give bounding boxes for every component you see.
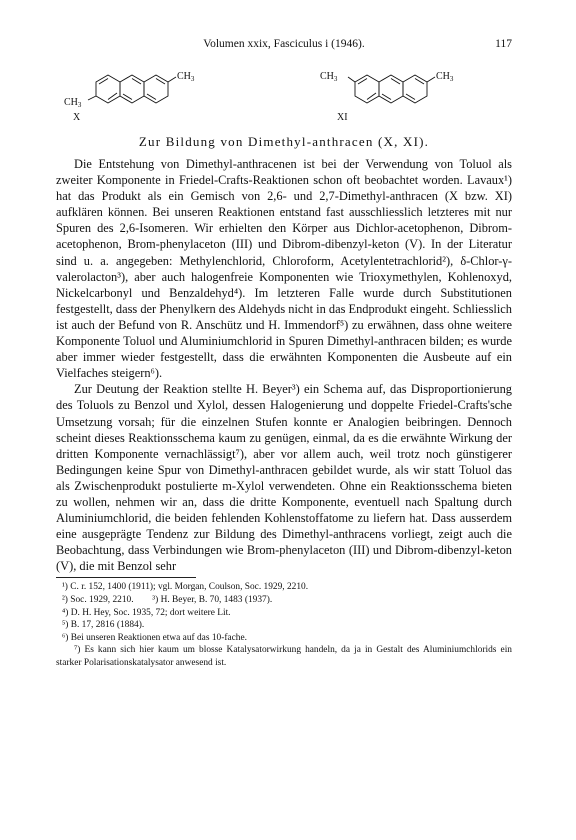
structure-x <box>88 75 176 103</box>
page <box>56 38 512 670</box>
structure-xi-label: XI <box>337 112 348 123</box>
running-head <box>56 38 512 54</box>
footnote-7: ⁷) Es kann sich hier kaum um blosse Katalysatorwirkung handeln, da ja in Gestalt des Aluminiumchlorids ein starker Polarisationskatalysator anwesend ist. <box>56 645 512 668</box>
structure-xi <box>348 75 435 103</box>
structure-x-methyl-bottom: $CH_3$ <box>64 97 82 109</box>
structure-x-methyl-top: $CH_3$ <box>177 71 195 83</box>
section-title: Zur Bildung von Dimethyl-anthracen (X, XI). <box>138 134 430 149</box>
footnotes <box>56 581 512 669</box>
footnote-4: ⁴) D. H. Hey, Soc. 1935, 72; dort weitere Lit. <box>62 607 231 618</box>
footnote-1: ¹) C. r. 152, 1400 (1911); vgl. Morgan, Coulson, Soc. 1929, 2210. <box>62 582 309 593</box>
footnote-rule <box>56 577 196 578</box>
structure-diagram <box>56 60 512 126</box>
footnote-6: ⁶) Bei unseren Reaktionen etwa auf das 10-fache. <box>62 632 247 643</box>
journal-volume-title: Volumen xxix, Fasciculus i (1946). <box>203 38 365 50</box>
footnote-2-3: ²) Soc. 1929, 2210. ³) H. Beyer, B. 70, 1483 (1937). <box>62 595 273 606</box>
chemical-structures <box>56 60 512 126</box>
paragraph-2: Zur Deutung der Reaktion stellte H. Beyer³) ein Schema auf, das Disproportionierung des Toluols zu Benzol und Xylol, dessen Halogenierung und doppelte Friedel-Crafts'sche Umsetzung vorsah; für die einzelnen Stufen konnte er Analogien beibringen. Dennoch scheint dieses Reaktionsschema kaum zu genügen, einmal, da es die erwähnte Wirkung der dritten Komponente vernachlässigt⁷), aber vor allem auch, weil trotz noch günstigerer Bedingungen keine Spur von Dimethyl-anthracen gebildet wurde, als wir statt Toluol das als Zwischenprodukt postulierte m-Xylol verwendeten. Ohne ein Reaktionsschema bieten zu wollen, nehmen wir an, dass die dritte Komponente, eventuell nach Spaltung durch Aluminiumchlorid, die beiden fehlenden Kohlenstoffatome zu liefern hat. Dass ausserdem eine ausgeprägte Tendenz zur Bildung des Dimethyl-anthracens vorliegt, zeigt auch die Beobachtung, dass Verbindungen wie Brom-phenylaceton (III) und Dibrom-dibenzyl-keton (V), die mit Benzol sehr <box>56 382 512 574</box>
structure-xi-methyl-right: $CH_3$ <box>436 71 454 83</box>
structure-xi-methyl-left: $CH_3$ <box>320 71 338 83</box>
structure-x-label: X <box>73 112 81 123</box>
paragraph-1: Die Entstehung von Dimethyl-anthracenen ist bei der Verwendung von Toluol als zweiter Komponente in Friedel-Crafts-Reaktionen schon oft beobachtet worden. Lavaux¹) hat das Produkt als ein Gemisch von 2,6- und 2,7-Dimethyl-anthracen (X bzw. XI) aufklären können. Bei unseren Reaktionen entstand fast ausschliesslich letzteres mit nur Spuren des 2,6-Isomeren. Wir erhielten den Körper aus Dichlor-acetophenon, Dibrom-acetophenon, Brom-phenylaceton (III) und Dibrom-dibenzyl-keton (V). In der Literatur sind u. a. angegeben: Methylenchlorid, Chloroform, Acetylentetrachlorid²), δ-Chlor-γ-valerolacton³), aber auch halogenfreie Komponenten wie Trioxymethylen, Kohlenoxyd, Nickelcarbonyl und Benzaldehyd⁴). Im letzteren Falle wurde durch Substitutionen festgestellt, dass der Phenylkern des Aldehyds nicht in das Endprodukt eingeht. Schliesslich ist auch der Befund von R. Anschütz und H. Immendorf⁵) zu erwähnen, dass ohne weitere Komponente Toluol und Aluminiumchlorid in Spuren Dimethyl-anthracen bilden; es wurde aber immer wieder festgestellt, dass die erwähnten Komponenten die Ausbeute auf ein Vielfaches steigern⁶). <box>56 157 512 381</box>
page-number: 117 <box>495 38 512 50</box>
footnote-5: ⁵) B. 17, 2816 (1884). <box>62 620 145 631</box>
